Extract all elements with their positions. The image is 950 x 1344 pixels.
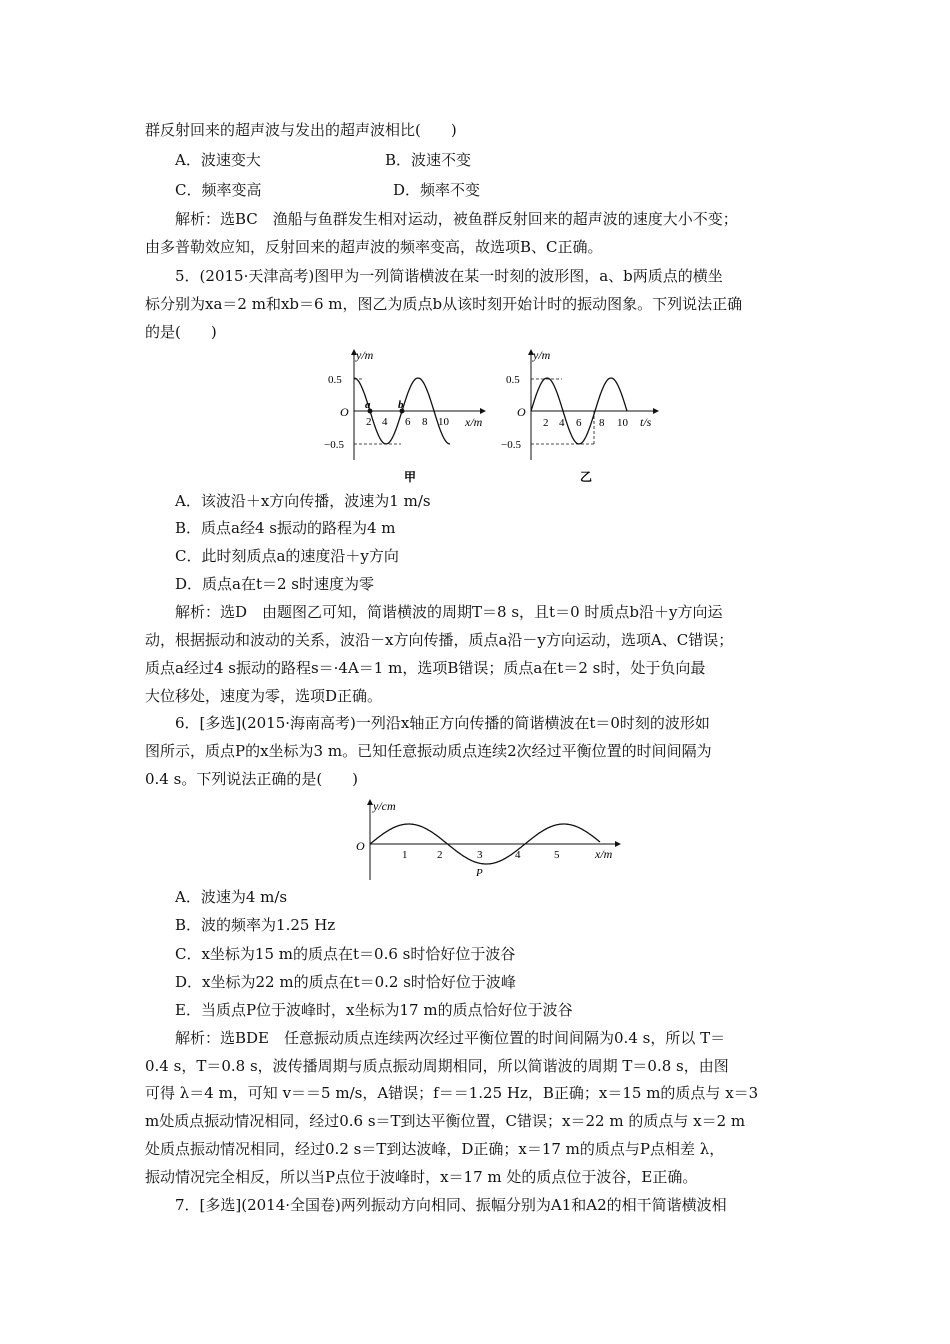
option-a: A．波速为4 m/s <box>175 888 288 906</box>
solution-line: 0.4 s，T＝0.8 s，波传播周期与质点振动周期相同，所以简谐波的周期 T＝0.8 s，由图 <box>145 1057 729 1075</box>
solution-line: m处质点振动情况相同，经过0.6 s＝T到达平衡位置，C错误；x＝22 m 的质点与 x＝2 m <box>145 1112 746 1130</box>
x-tick-label: 4 <box>382 416 388 428</box>
y-axis-label: y/cm <box>373 799 396 813</box>
option-c: C．此时刻质点a的速度沿＋y方向 <box>175 547 399 565</box>
option-c: C．频率变高 <box>175 181 262 199</box>
x-axis-label: x/m <box>465 415 483 429</box>
solution-line: 解析：选D 由题图乙可知，简谐横波的周期T＝8 s，且t＝0 时质点b沿＋y方向运 <box>175 603 723 621</box>
t-tick-label: 4 <box>559 417 565 429</box>
option-b: B．质点a经4 s振动的路程为4 m <box>175 519 396 537</box>
question-6-text: 图所示，质点P的x坐标为3 m。已知任意振动质点连续2次经过平衡位置的时间间隔为 <box>145 742 712 760</box>
point-p-label: P <box>476 867 483 879</box>
figure-caption: 乙 <box>580 470 593 484</box>
x-tick-label: 10 <box>438 416 449 428</box>
origin-label: O <box>356 839 365 853</box>
solution-line: 解析：选BDE 任意振动质点连续两次经过平衡位置的时间间隔为0.4 s，所以 T＝ <box>175 1029 726 1047</box>
question-6-text: 0.4 s。下列说法正确的是( ) <box>145 770 359 788</box>
y-tick-label: −0.5 <box>501 439 521 451</box>
option-a: A．该波沿＋x方向传播，波速为1 m/s <box>175 492 431 510</box>
option-c: C．x坐标为15 m的质点在t＝0.6 s时恰好位于波谷 <box>175 945 516 963</box>
solution-line: 由多普勒效应知，反射回来的超声波的频率变高，故选项B、C正确。 <box>145 238 603 256</box>
solution-line: 可得 λ＝4 m，可知 v＝＝5 m/s，A错误；f＝＝1.25 Hz，B正确；x＝15 m的质点与 x＝3 <box>145 1084 759 1102</box>
x-axis-label: x/m <box>595 847 613 861</box>
solution-line: 解析：选BC 渔船与鱼群发生相对运动，被鱼群反射回来的超声波的速度大小不变； <box>175 210 738 228</box>
x-tick-label: 2 <box>366 416 372 428</box>
option-b: B．波速不变 <box>385 151 472 169</box>
wave-graph-q6 <box>345 794 630 884</box>
solution-line: 振动情况完全相反，所以当P点位于波峰时，x＝17 m 处的质点位于波谷，E正确。 <box>145 1168 698 1186</box>
option-a: A．波速变大 <box>175 151 261 169</box>
question-5-text: 的是( ) <box>145 323 217 341</box>
x-tick-label: 8 <box>422 416 428 428</box>
y-axis-label: y/m <box>533 348 551 362</box>
point-b-label: b <box>398 399 404 411</box>
y-tick-label: −0.5 <box>324 439 344 451</box>
solution-line: 动，根据振动和波动的关系，波沿－x方向传播，质点a沿－y方向运动，选项A、C错误； <box>145 631 734 649</box>
x-tick-label: 6 <box>405 416 411 428</box>
x-tick-label: 3 <box>477 849 483 861</box>
vibration-graph-yi <box>500 342 670 484</box>
question-5-text: 标分别为xa＝2 m和xb＝6 m，图乙为质点b从该时刻开始计时的振动图象。下列说法正确 <box>145 295 743 313</box>
solution-line: 质点a经过4 s振动的路程s＝·4A＝1 m，选项B错误；质点a在t＝2 s时，处于负向最 <box>145 659 706 677</box>
point-a-label: a <box>365 399 371 411</box>
y-axis-label: y/m <box>356 348 374 362</box>
question-6-text: 6．[多选](2015·海南高考)一列沿x轴正方向传播的简谐横波在t＝0时刻的波形如 <box>175 714 710 732</box>
x-tick-label: 5 <box>554 849 560 861</box>
option-e: E．当质点P位于波峰时，x坐标为17 m的质点恰好位于波谷 <box>175 1001 573 1019</box>
x-tick-label: 4 <box>515 849 521 861</box>
t-tick-label: 8 <box>599 417 605 429</box>
x-tick-label: 1 <box>402 849 408 861</box>
origin-label: O <box>517 405 526 419</box>
origin-label: O <box>340 405 349 419</box>
wave-graph-jia <box>320 342 500 484</box>
option-d: D．质点a在t＝2 s时速度为零 <box>175 575 375 593</box>
x-tick-label: 2 <box>437 849 443 861</box>
solution-line: 处质点振动情况相同，经过0.2 s＝T到达波峰，D正确；x＝17 m的质点与P点相差 λ， <box>145 1140 725 1158</box>
option-b: B．波的频率为1.25 Hz <box>175 916 336 934</box>
question-text: 群反射回来的超声波与发出的超声波相比( ) <box>145 121 457 139</box>
y-tick-label: 0.5 <box>506 374 520 386</box>
option-d: D．x坐标为22 m的质点在t＝0.2 s时恰好位于波峰 <box>175 973 516 991</box>
y-tick-label: 0.5 <box>328 374 342 386</box>
t-tick-label: 10 <box>617 417 628 429</box>
question-7-text: 7．[多选](2014·全国卷)两列振动方向相同、振幅分别为A1和A2的相干简谐横波相 <box>175 1196 727 1214</box>
solution-line: 大位移处，速度为零，选项D正确。 <box>145 687 383 705</box>
question-5-text: 5．(2015·天津高考)图甲为一列简谐横波在某一时刻的波形图，a、b两质点的横坐 <box>175 267 723 285</box>
option-d: D．频率不变 <box>393 181 481 199</box>
t-tick-label: 6 <box>576 417 582 429</box>
t-axis-label: t/s <box>640 415 652 429</box>
t-tick-label: 2 <box>543 417 549 429</box>
figure-caption: 甲 <box>404 470 417 484</box>
